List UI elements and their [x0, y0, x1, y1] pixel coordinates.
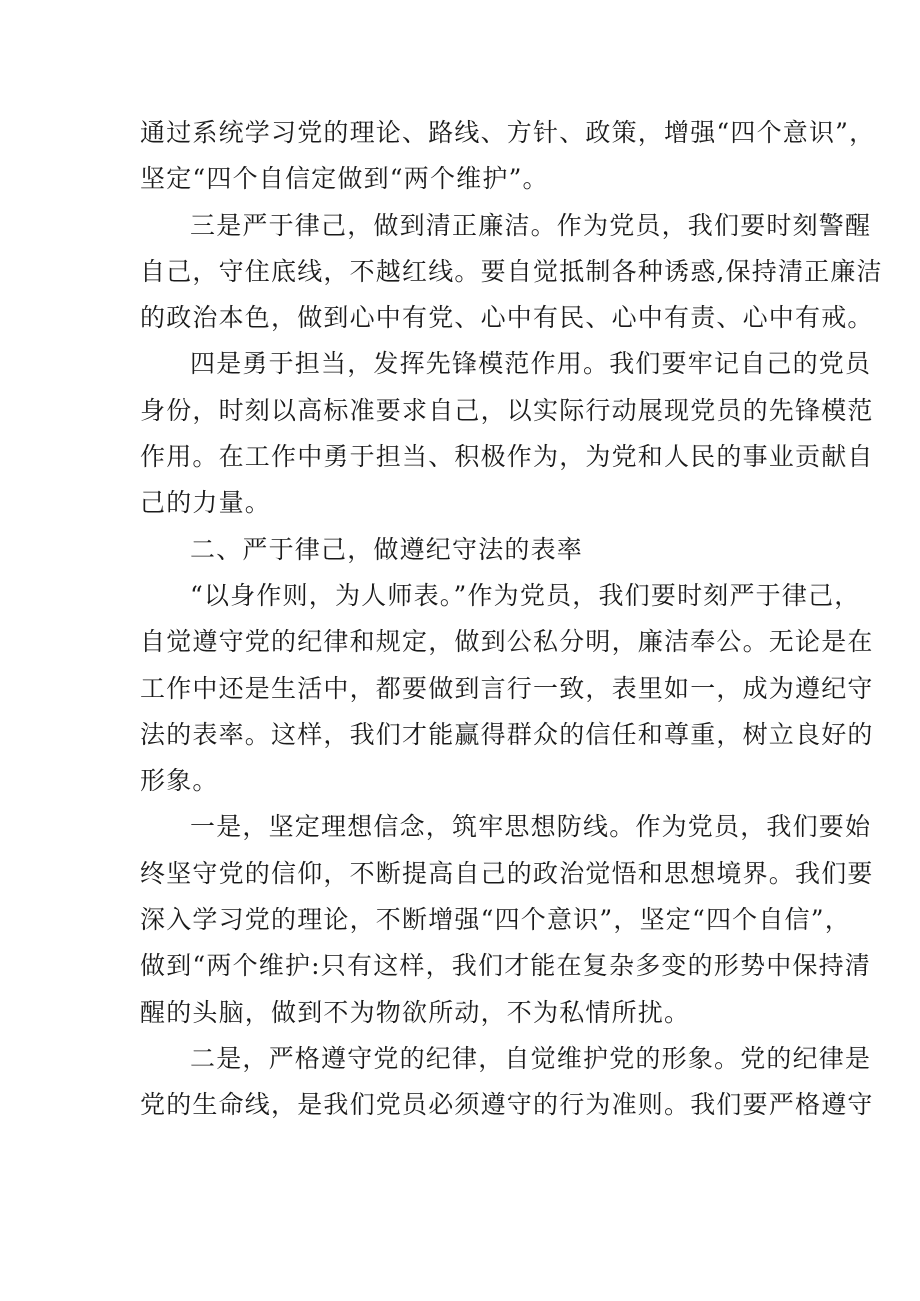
text-line: 党的生命线，是我们党员必须遵守的行为准则。我们要严格遵守 [140, 1090, 874, 1120]
text-line: 自己，守住底线，不越红线。要自觉抵制各种诱惑,保持清正廉洁 [140, 256, 883, 286]
text-line: 坚定“四个自信定做到“两个维护”。 [140, 164, 549, 194]
text-line: 一是，坚定理想信念，筑牢思想防线。作为党员，我们要始 [190, 812, 872, 842]
section-heading: 二、严于律己，做遵纪守法的表率 [190, 534, 584, 564]
text-line: 法的表率。这样，我们才能赢得群众的信任和尊重，树立良好的 [140, 719, 874, 749]
text-line: 二是，严格遵守党的纪律，自觉维护党的形象。党的纪律是 [190, 1043, 872, 1073]
text-line: 四是勇于担当，发挥先锋模范作用。我们要牢记自己的党员 [190, 349, 872, 379]
text-line: 做到“两个维护:只有这样，我们才能在复杂多变的形势中保持清 [140, 951, 872, 981]
text-line: 醒的头脑，做到不为物欲所动，不为私情所扰。 [140, 997, 691, 1027]
text-line: 通过系统学习党的理论、路线、方针、政策，增强“四个意识”， [140, 118, 876, 147]
body-text [140, 110, 883, 1129]
text-line: 自觉遵守党的纪律和规定，做到公私分明，廉洁奉公。无论是在 [140, 627, 874, 657]
text-line: 的政治本色，做到心中有党、心中有民、心中有责、心中有戒。 [140, 303, 874, 333]
text-line: 形象。 [140, 766, 219, 796]
text-line: 己的力量。 [140, 488, 272, 518]
text-line: 作用。在工作中勇于担当、积极作为，为党和人民的事业贡献自 [140, 442, 874, 472]
text-line: 工作中还是生活中，都要做到言行一致，表里如一，成为遵纪守 [140, 673, 874, 703]
text-line: 终坚守党的信仰，不断提高自己的政治觉悟和思想境界。我们要 [140, 858, 874, 888]
text-line: 三是严于律己，做到清正廉洁。作为党员，我们要时刻警醒 [190, 210, 872, 240]
text-line: “以身作则，为人师表。”作为党员，我们要时刻严于律己， [190, 580, 861, 610]
text-line: 深入学习党的理论，不断增强“四个意识”，坚定“四个自信”， [140, 905, 851, 935]
text-line: 身份，时刻以高标准要求自己，以实际行动展现党员的先锋模范 [140, 395, 874, 425]
